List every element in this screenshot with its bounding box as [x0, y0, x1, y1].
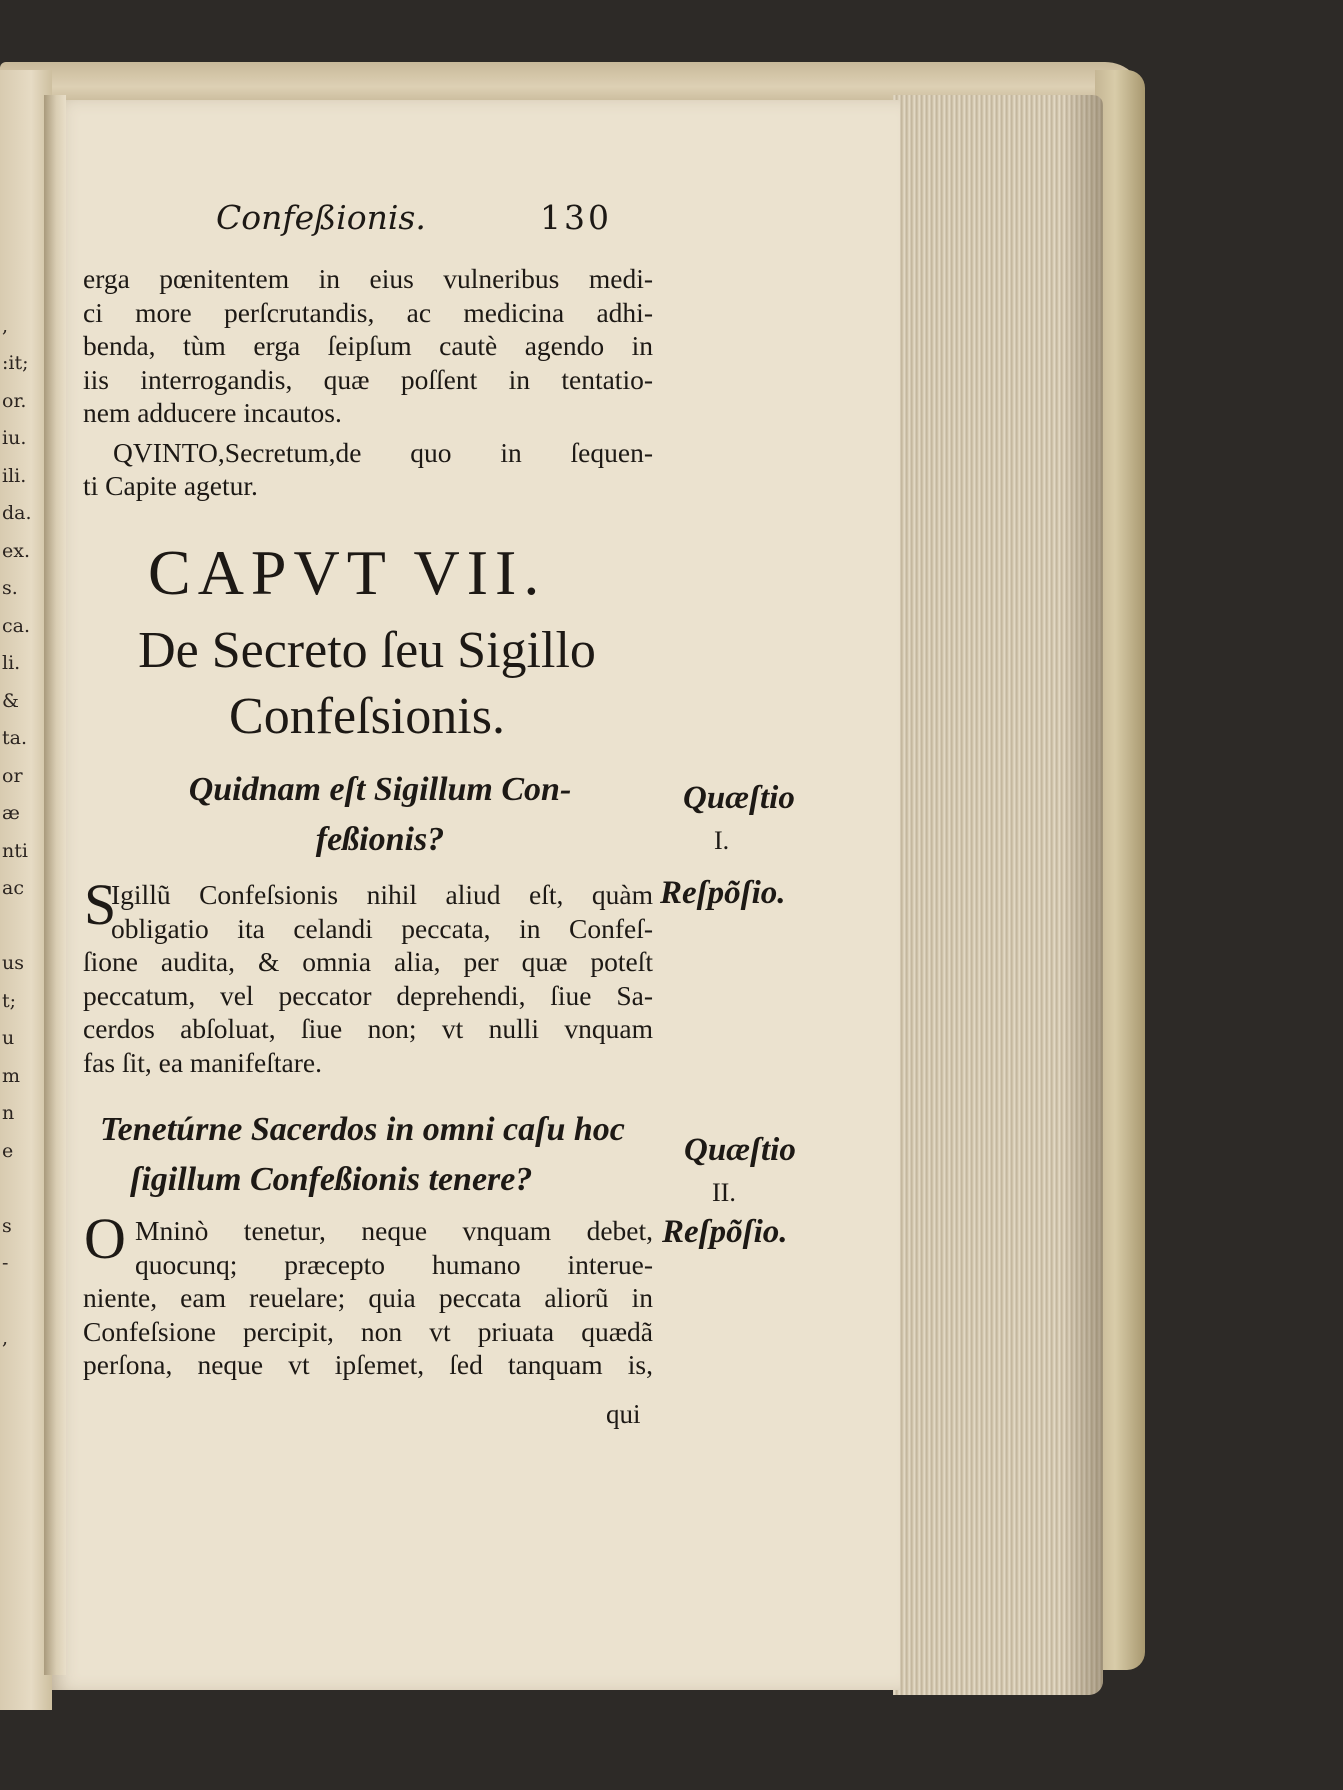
left-page-fragment-line: :it; — [2, 352, 29, 374]
text-line: Igillũ Confeſsionis nihil aliud eſt, quàm — [111, 879, 653, 910]
question-heading-line: feßionis? — [315, 821, 445, 858]
question-heading-line: ſigillum Confeßionis tenere? — [130, 1161, 533, 1198]
text-line: ti Capite agetur. — [83, 470, 258, 501]
margin-question-label: Quæſtio — [683, 780, 795, 816]
chapter-subtitle — [112, 618, 622, 750]
text-line: niente, eam reuelare; quia peccata aliorũ in — [83, 1282, 653, 1313]
text-line: ſione audita, & omnia alia, per quæ poteſt — [83, 946, 653, 977]
left-page-fragment-line: ca. — [2, 614, 31, 637]
left-page-fragment-line: or — [2, 764, 23, 787]
chapter-heading: CAPVT VII. — [148, 537, 547, 608]
left-page-text-fragments — [2, 270, 50, 1358]
left-page-fragment-line — [2, 1170, 50, 1208]
question-heading-line: Tenetúrne Sacerdos in omni caſu hoc — [100, 1111, 625, 1148]
text-line: perſona, neque vt ipſemet, ſed tanquam is, — [83, 1349, 653, 1380]
left-page-fragment-line: t; — [2, 989, 17, 1012]
margin-question-number: II. — [712, 1178, 736, 1207]
left-page-fragment-line: e — [2, 1139, 14, 1162]
left-page-fragment-line: , — [2, 314, 9, 337]
margin-question-label: Quæſtio — [684, 1132, 796, 1168]
answer-2-paragraph — [83, 1214, 653, 1382]
left-page-fragment-line: , — [2, 1327, 9, 1349]
text-line: benda, tùm erga ſeipſum cautè agendo in — [83, 330, 653, 361]
left-page-fragment-line: n — [2, 1102, 15, 1124]
margin-answer-label: Reſpõſio. — [660, 875, 786, 911]
left-page-fragment-line: - — [2, 1252, 9, 1274]
page-number: 130 — [540, 198, 612, 237]
margin-answer-label: Reſpõſio. — [662, 1214, 788, 1250]
text-line: quocunq; præcepto humano interue- — [135, 1248, 653, 1280]
text-line: ci more perſcrutandis, ac medicina adhi- — [83, 296, 653, 328]
left-page-fragment-line: iu. — [2, 427, 27, 449]
book-gutter — [44, 95, 66, 1675]
text-line: Confeſsione percipit, non vt priuata quædã — [83, 1315, 653, 1347]
text-line: nem adducere incautos. — [83, 397, 342, 428]
chapter-subtitle-line: De Secreto ſeu Sigillo — [138, 622, 596, 679]
left-page-fragment-line: ex. — [2, 539, 30, 562]
page-block-edges — [893, 95, 1103, 1695]
left-page-fragment-line — [2, 270, 50, 308]
left-page-fragment-line: m — [2, 1064, 21, 1087]
catchword: qui — [606, 1399, 641, 1429]
text-line: cerdos abſoluat, ſiue non; vt nulli vnquam — [83, 1013, 653, 1044]
text-line: obligatio ita celandi peccata, in Confeſ- — [111, 912, 653, 944]
intro-paragraph — [83, 262, 653, 503]
margin-question-number: I. — [714, 826, 730, 855]
left-page-fragment-line: li. — [2, 652, 21, 674]
left-page-fragment-line: or. — [2, 389, 27, 412]
left-page-fragment-line: ta. — [2, 727, 28, 749]
left-page-fragment-line: s — [2, 1214, 12, 1237]
text-line: erga pœnitentem in eius vulneribus medi- — [83, 263, 653, 294]
left-page-fragment-line: æ — [2, 802, 20, 824]
left-page-fragment-line: ili. — [2, 464, 27, 487]
question-heading-line: Quidnam eſt Sigillum Con- — [188, 771, 572, 808]
left-page-fragment-line: ac — [2, 877, 24, 899]
left-page-fragment-line: s. — [2, 577, 18, 599]
question-1-heading — [120, 765, 640, 865]
left-page-fragment-line — [2, 908, 50, 946]
running-header-title: Confeßionis. — [216, 198, 426, 237]
drop-cap: S — [84, 872, 117, 937]
left-page-fragment-line: & — [2, 689, 19, 712]
left-page-fragment-line: nti — [2, 839, 28, 862]
chapter-subtitle-line: Confeſsionis. — [229, 688, 505, 745]
text-line: fas ſit, ea manifeſtare. — [83, 1046, 322, 1078]
question-2-heading — [100, 1105, 660, 1205]
drop-cap: O — [84, 1206, 126, 1271]
text-line: QVINTO,Secretum,de quo in ſequen- — [113, 436, 653, 468]
answer-1-paragraph — [83, 872, 653, 1079]
left-page-fragment-line: da. — [2, 502, 32, 524]
text-line: peccatum, vel peccator deprehendi, ſiue Sa- — [83, 979, 653, 1011]
left-page-fragment-line: u — [2, 1027, 15, 1049]
left-page-fragment-line — [2, 1283, 50, 1321]
text-line: Mninò tenetur, neque vnquam debet, — [135, 1215, 653, 1246]
left-page-fragment-line: us — [2, 952, 24, 974]
text-line: iis interrogandis, quæ poſſent in tentatio- — [83, 363, 653, 395]
